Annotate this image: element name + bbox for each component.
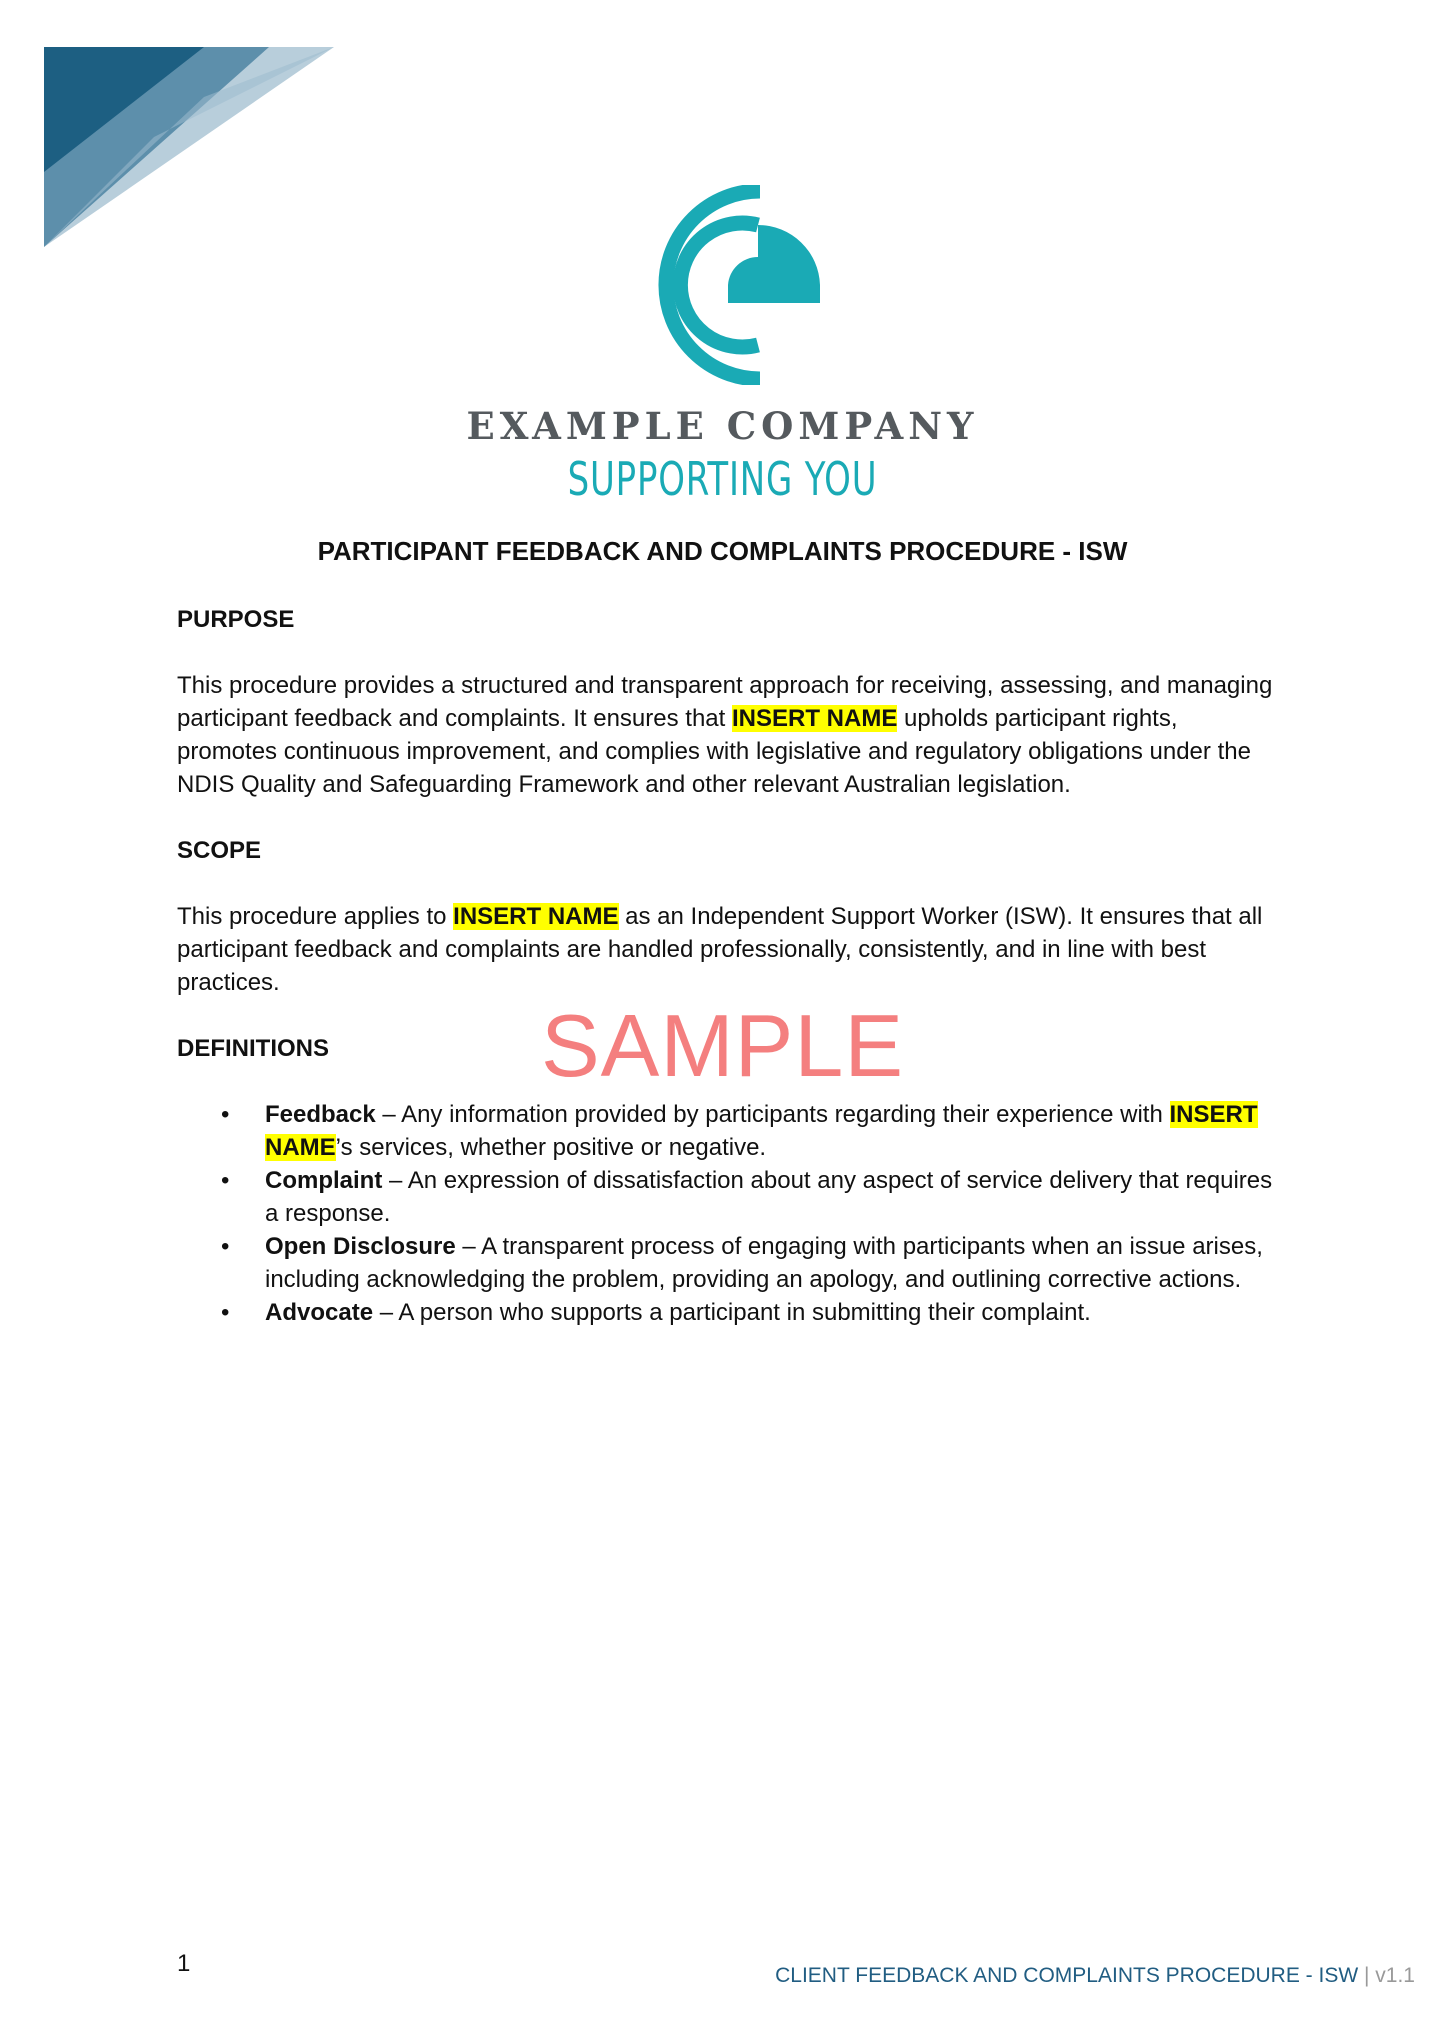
scope-heading: SCOPE	[177, 837, 262, 864]
purpose-paragraph	[177, 669, 1277, 801]
purpose-text-1: This procedure provides a structured and transparent approach for receiving, assessing, and managing participant feedback and complaints. It ensures that	[177, 672, 1273, 732]
definitions-list	[177, 1098, 1277, 1329]
page-number: 1	[177, 1950, 191, 1977]
company-name: EXAMPLE COMPANY	[466, 404, 979, 448]
list-item	[221, 1164, 1277, 1230]
document-title: PARTICIPANT FEEDBACK AND COMPLAINTS PROCEDURE - ISW	[317, 536, 1128, 566]
insert-name-placeholder: INSERT NAME	[732, 705, 898, 732]
definition-text: – An expression of dissatisfaction about any aspect of service delivery that requires a response.	[265, 1167, 1273, 1227]
bullet-icon: •	[221, 1233, 230, 1260]
definitions-heading: DEFINITIONS	[177, 1035, 330, 1062]
insert-name-placeholder: INSERT NAME	[265, 1101, 1258, 1161]
footer-version: v1.1	[1375, 1964, 1415, 1987]
definition-term: Advocate	[265, 1299, 374, 1326]
company-tagline: SUPPORTING YOU	[567, 452, 878, 506]
definition-term: Open Disclosure	[265, 1233, 456, 1260]
footer-separator: |	[1358, 1964, 1376, 1987]
definition-term: Feedback	[265, 1101, 376, 1128]
insert-name-placeholder: INSERT NAME	[453, 903, 619, 930]
bullet-icon: •	[221, 1101, 230, 1128]
list-item	[221, 1230, 1277, 1296]
purpose-text-2: upholds participant rights, promotes continuous improvement, and complies with legislative and regulatory obligations under the NDIS Quality and Safeguarding Framework and other relevant Australian legislation.	[177, 705, 1251, 798]
bullet-icon: •	[221, 1299, 230, 1326]
footer-title: CLIENT FEEDBACK AND COMPLAINTS PROCEDURE - ISW	[775, 1964, 1359, 1987]
definition-text: ’s services, whether positive or negative.	[335, 1134, 767, 1161]
scope-text-2: as an Independent Support Worker (ISW). It ensures that all participant feedback and complaints are handled professionally, consistently, and in line with best practices.	[177, 903, 1263, 996]
scope-text-1: This procedure applies to	[177, 903, 454, 930]
definition-term: Complaint	[265, 1167, 383, 1194]
concentric-c-logo-icon	[640, 185, 820, 385]
definition-text: – Any information provided by participants regarding their experience with	[375, 1101, 1170, 1128]
definition-text: – A transparent process of engaging with participants when an issue arises, including acknowledging the problem, providing an apology, and outlining corrective actions.	[265, 1233, 1263, 1293]
definition-text: – A person who supports a participant in submitting their complaint.	[373, 1299, 1091, 1326]
footer	[775, 1964, 1415, 1988]
list-item	[221, 1098, 1277, 1164]
corner-decoration	[44, 47, 334, 247]
document-body	[177, 603, 1277, 1329]
purpose-heading: PURPOSE	[177, 606, 295, 633]
sample-watermark: SAMPLE	[540, 996, 905, 1095]
scope-paragraph	[177, 900, 1277, 999]
bullet-icon: •	[221, 1167, 230, 1194]
list-item	[221, 1296, 1277, 1329]
